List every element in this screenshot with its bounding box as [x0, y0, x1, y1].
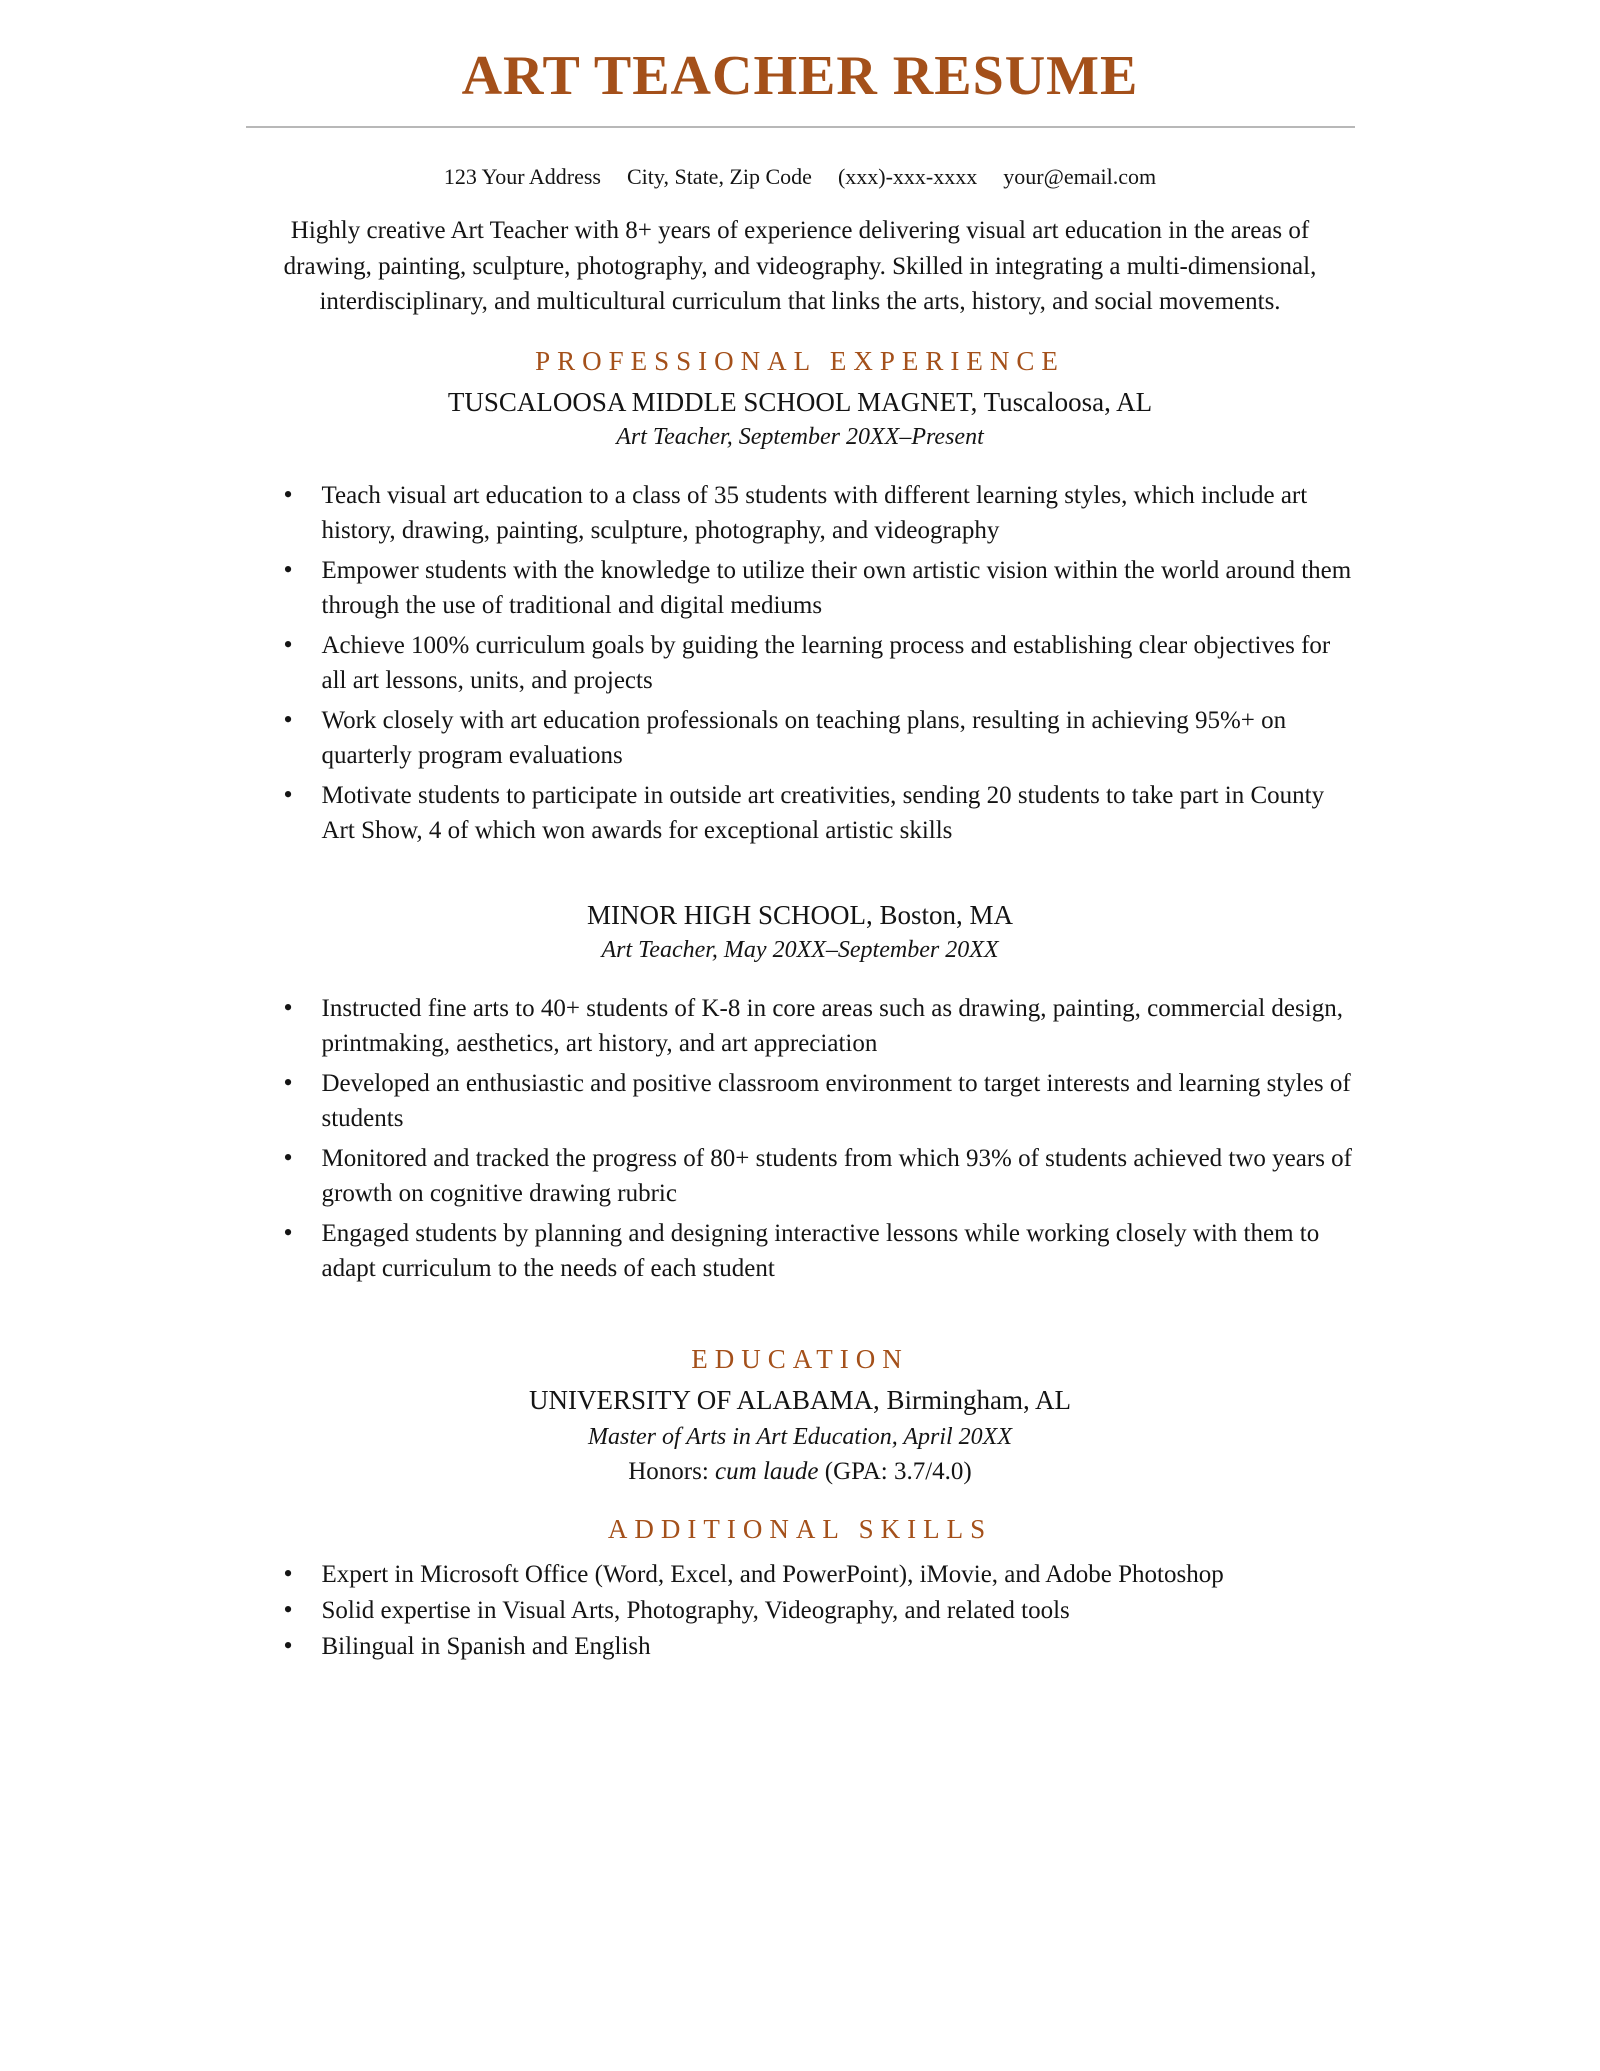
- list-item: • Instructed fine arts to 40+ students of K-8 in core areas such as drawing, painting, commercial design, printmaking, aesthetics, art history, and art appreciation: [284, 992, 1355, 1061]
- list-item: • Monitored and tracked the progress of 80+ students from which 93% of students achieved two years of growth on cognitive drawing rubric: [284, 1142, 1355, 1211]
- section-heading-education: EDUCATION: [691, 1344, 909, 1375]
- list-item: • Solid expertise in Visual Arts, Photography, Videography, and related tools: [284, 1593, 1355, 1629]
- list-item: • Work closely with art education professionals on teaching plans, resulting in achieving 95%+ on quarterly program evaluations: [284, 704, 1355, 773]
- education-school: UNIVERSITY OF ALABAMA, Birmingham, AL: [528, 1385, 1071, 1416]
- skills-list: [188, 1557, 1413, 1664]
- list-item: • Expert in Microsoft Office (Word, Excel, and PowerPoint), iMovie, and Adobe Photoshop: [284, 1557, 1355, 1593]
- honors-value: cum laude: [715, 1457, 819, 1485]
- honors-gpa: (GPA: 3.7/4.0): [818, 1457, 972, 1485]
- entry-organization: TUSCALOOSA MIDDLE SCHOOL MAGNET, Tuscaloosa, AL: [447, 386, 1153, 417]
- page-title: ART TEACHER RESUME: [461, 45, 1139, 107]
- experience-entry: [188, 898, 1413, 1286]
- list-item: • Achieve 100% curriculum goals by guiding the learning process and establishing clear objectives for all art lessons, units, and projects: [284, 629, 1355, 698]
- education-entry: [188, 1383, 1413, 1488]
- experience-bullet-list: [188, 992, 1413, 1286]
- summary-paragraph: Highly creative Art Teacher with 8+ years of experience delivering visual art education in the areas of drawing, painting, sculpture, photography, and videography. Skilled in integrating a multi-dimensional, interdisciplinary, and multicultural curriculum that links the arts, history, and social movements.: [283, 217, 1317, 316]
- list-item: • Empower students with the knowledge to utilize their own artistic vision within the world around them through the use of traditional and digital mediums: [284, 554, 1355, 623]
- contact-line: [188, 162, 1413, 193]
- list-item: • Developed an enthusiastic and positive classroom environment to target interests and learning styles of students: [284, 1067, 1355, 1136]
- education-degree: Master of Arts in Art Education, April 20XX: [587, 1423, 1012, 1450]
- education-honors: [188, 1455, 1413, 1489]
- section-heading-skills: ADDITIONAL SKILLS: [607, 1514, 993, 1545]
- section-heading-experience: PROFESSIONAL EXPERIENCE: [535, 345, 1065, 376]
- entry-role: Art Teacher, September 20XX–Present: [616, 423, 984, 450]
- contact-email: your@email.com: [1003, 164, 1157, 190]
- section-spacer: [188, 854, 1413, 896]
- list-item: • Engaged students by planning and designing interactive lessons while working closely with them to adapt curriculum to the needs of each student: [284, 1217, 1355, 1286]
- honors-label: Honors:: [628, 1457, 716, 1485]
- experience-bullet-list: [188, 479, 1413, 848]
- resume-page: [188, 0, 1413, 1705]
- list-item: • Bilingual in Spanish and English: [284, 1629, 1355, 1665]
- section-spacer: [188, 1292, 1413, 1318]
- list-item: • Motivate students to participate in outside art creativities, sending 20 students to take part in County Art Show, 4 of which won awards for exceptional artistic skills: [284, 779, 1355, 848]
- contact-address: 123 Your Address: [443, 164, 601, 190]
- entry-organization: MINOR HIGH SCHOOL, Boston, MA: [586, 900, 1014, 931]
- header-divider: [246, 126, 1355, 128]
- experience-entry: [188, 385, 1413, 848]
- contact-phone: (xxx)-xxx-xxxx: [837, 164, 978, 190]
- contact-city-state-zip: City, State, Zip Code: [626, 164, 812, 190]
- entry-role: Art Teacher, May 20XX–September 20XX: [601, 937, 999, 964]
- list-item: • Teach visual art education to a class of 35 students with different learning styles, which include art history, drawing, painting, sculpture, photography, and videography: [284, 479, 1355, 548]
